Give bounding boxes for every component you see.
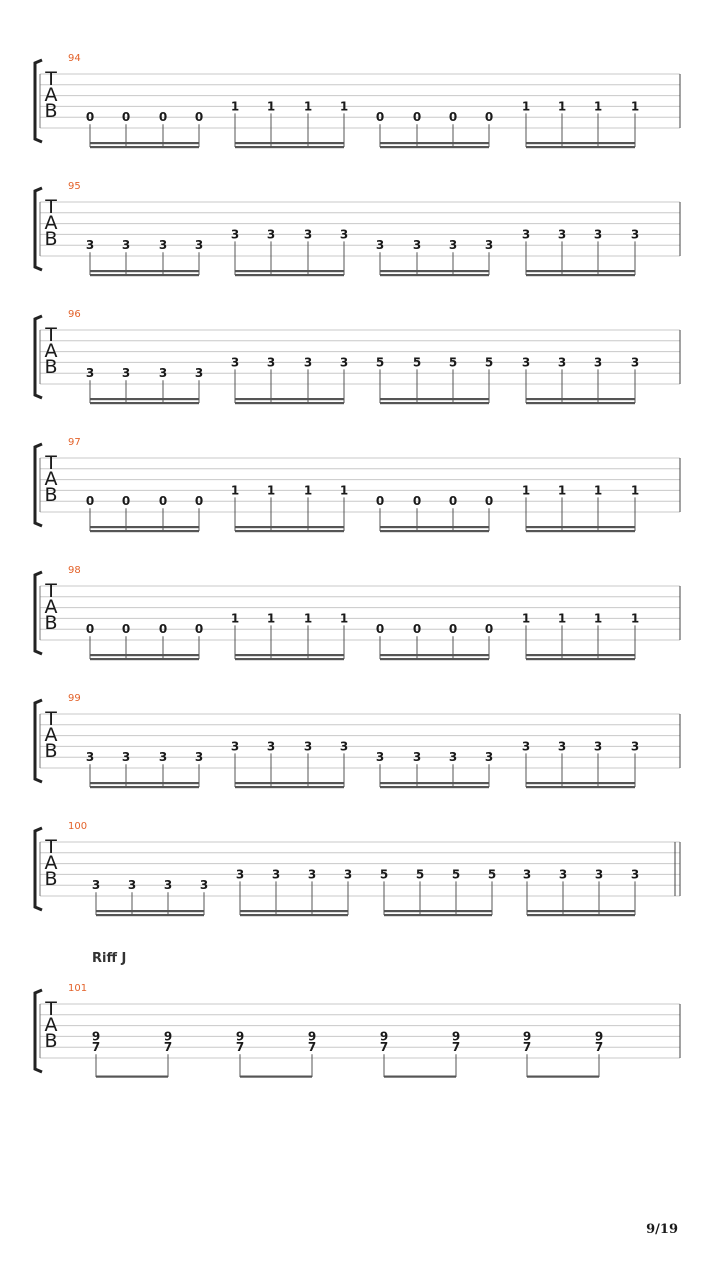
fret-number: 3: [158, 750, 168, 765]
fret-number: 0: [375, 622, 385, 637]
fret-number: 3: [594, 867, 604, 882]
tab-clef-letter: A: [44, 84, 58, 106]
fret-number: 5: [451, 867, 461, 882]
fret-number: 3: [230, 739, 240, 754]
fret-number: 3: [557, 227, 567, 242]
beam: [380, 654, 489, 656]
fret-number: 3: [521, 227, 531, 242]
fret-number: 3: [121, 238, 131, 253]
beam: [240, 914, 348, 916]
fret-number: 7: [522, 1040, 532, 1055]
fret-number: 3: [303, 355, 313, 370]
fret-number: 3: [339, 227, 349, 242]
fret-number: 1: [593, 483, 603, 498]
beam: [384, 1076, 456, 1078]
fret-number: 3: [303, 227, 313, 242]
measure-number: 98: [68, 565, 81, 576]
fret-number: 3: [339, 355, 349, 370]
fret-number: 1: [266, 611, 276, 626]
tab-system-95: [35, 181, 680, 276]
measure-number: 99: [68, 693, 81, 704]
fret-number: 3: [158, 366, 168, 381]
measure-number: 101: [68, 983, 88, 994]
fret-number: 3: [448, 238, 458, 253]
fret-number: 0: [412, 622, 422, 637]
beam: [526, 274, 635, 276]
system-bracket: [35, 444, 42, 526]
beam: [235, 146, 344, 148]
fret-number: 1: [521, 99, 531, 114]
beam: [90, 402, 199, 404]
fret-number: 0: [194, 622, 204, 637]
fret-number: 1: [557, 611, 567, 626]
beam: [90, 786, 199, 788]
beam: [380, 402, 489, 404]
fret-number: 3: [199, 878, 209, 893]
beam: [96, 910, 204, 912]
beam: [90, 530, 199, 532]
beam: [526, 786, 635, 788]
system-bracket: [35, 60, 42, 142]
fret-number: 3: [127, 878, 137, 893]
beam: [90, 526, 199, 528]
tab-system-98: [35, 565, 680, 660]
beam: [380, 658, 489, 660]
beam: [90, 658, 199, 660]
fret-number: 0: [448, 110, 458, 125]
fret-number: 1: [303, 483, 313, 498]
beam: [96, 1076, 168, 1078]
fret-number: 3: [235, 867, 245, 882]
beam: [526, 782, 635, 784]
fret-number: 3: [557, 739, 567, 754]
fret-number: 7: [594, 1040, 604, 1055]
fret-number: 7: [451, 1040, 461, 1055]
fret-number: 9: [307, 1029, 317, 1044]
beam: [526, 530, 635, 532]
beam: [380, 274, 489, 276]
beam: [380, 270, 489, 272]
tab-system-96: [35, 309, 680, 404]
tab-clef-letter: T: [45, 998, 57, 1020]
fret-number: 1: [303, 611, 313, 626]
measure-number: 97: [68, 437, 81, 448]
fret-number: 3: [521, 739, 531, 754]
fret-number: 7: [307, 1040, 317, 1055]
beam: [235, 398, 344, 400]
tab-clef-letter: B: [44, 484, 58, 506]
beam: [96, 914, 204, 916]
tab-clef-letter: A: [44, 340, 58, 362]
beam: [90, 782, 199, 784]
beam: [526, 654, 635, 656]
fret-number: 3: [266, 739, 276, 754]
tab-clef-letter: T: [45, 708, 57, 730]
fret-number: 7: [235, 1040, 245, 1055]
fret-number: 1: [521, 483, 531, 498]
fret-number: 0: [85, 622, 95, 637]
beam: [384, 914, 492, 916]
tab-clef-letter: T: [45, 452, 57, 474]
tab-clef-letter: A: [44, 852, 58, 874]
fret-number: 3: [158, 238, 168, 253]
fret-number: 1: [557, 99, 567, 114]
tab-system-99: [35, 693, 680, 788]
fret-number: 1: [339, 611, 349, 626]
beam: [235, 270, 344, 272]
fret-number: 3: [412, 238, 422, 253]
beam: [380, 786, 489, 788]
fret-number: 1: [593, 611, 603, 626]
fret-number: 3: [194, 366, 204, 381]
tab-clef-letter: A: [44, 1014, 58, 1036]
tab-clef-letter: B: [44, 356, 58, 378]
fret-number: 3: [522, 867, 532, 882]
tab-clef-letter: T: [45, 580, 57, 602]
beam: [240, 910, 348, 912]
fret-number: 3: [194, 238, 204, 253]
fret-number: 1: [230, 99, 240, 114]
fret-number: 5: [448, 355, 458, 370]
tab-clef-letter: B: [44, 228, 58, 250]
fret-number: 3: [230, 355, 240, 370]
fret-number: 3: [85, 238, 95, 253]
fret-number: 0: [194, 110, 204, 125]
fret-number: 9: [522, 1029, 532, 1044]
fret-number: 3: [163, 878, 173, 893]
beam: [527, 914, 635, 916]
fret-number: 3: [630, 867, 640, 882]
fret-number: 0: [375, 494, 385, 509]
beam: [235, 526, 344, 528]
fret-number: 1: [630, 611, 640, 626]
beam: [526, 526, 635, 528]
fret-number: 0: [194, 494, 204, 509]
measure-number: 96: [68, 309, 81, 320]
fret-number: 5: [379, 867, 389, 882]
fret-number: 3: [85, 366, 95, 381]
fret-number: 3: [121, 366, 131, 381]
fret-number: 9: [594, 1029, 604, 1044]
fret-number: 0: [121, 494, 131, 509]
fret-number: 3: [630, 227, 640, 242]
beam: [235, 530, 344, 532]
fret-number: 7: [91, 1040, 101, 1055]
fret-number: 3: [412, 750, 422, 765]
beam: [380, 398, 489, 400]
fret-number: 1: [521, 611, 531, 626]
beam: [90, 142, 199, 144]
fret-number: 3: [343, 867, 353, 882]
fret-number: 3: [339, 739, 349, 754]
fret-number: 5: [487, 867, 497, 882]
beam: [380, 526, 489, 528]
beam: [526, 142, 635, 144]
fret-number: 5: [484, 355, 494, 370]
fret-number: 1: [303, 99, 313, 114]
page-number: 9/19: [646, 1222, 678, 1237]
system-bracket: [35, 316, 42, 398]
fret-number: 1: [339, 99, 349, 114]
fret-number: 3: [558, 867, 568, 882]
fret-number: 3: [484, 750, 494, 765]
beam: [526, 146, 635, 148]
fret-number: 3: [121, 750, 131, 765]
fret-number: 0: [484, 622, 494, 637]
beam: [526, 398, 635, 400]
system-bracket: [35, 700, 42, 782]
fret-number: 0: [158, 110, 168, 125]
fret-number: 3: [307, 867, 317, 882]
beam: [90, 274, 199, 276]
fret-number: 1: [230, 611, 240, 626]
fret-number: 3: [630, 355, 640, 370]
fret-number: 1: [593, 99, 603, 114]
beam: [380, 142, 489, 144]
fret-number: 5: [415, 867, 425, 882]
beam: [526, 658, 635, 660]
fret-number: 9: [91, 1029, 101, 1044]
fret-number: 9: [163, 1029, 173, 1044]
beam: [380, 146, 489, 148]
fret-number: 3: [521, 355, 531, 370]
beam: [90, 654, 199, 656]
tab-clef-letter: B: [44, 868, 58, 890]
fret-number: 1: [630, 483, 640, 498]
tab-system-100: [35, 821, 680, 916]
system-bracket: [35, 990, 42, 1072]
beam: [527, 1076, 599, 1078]
fret-number: 1: [266, 99, 276, 114]
beam: [235, 782, 344, 784]
beam: [527, 910, 635, 912]
fret-number: 1: [339, 483, 349, 498]
fret-number: 0: [448, 494, 458, 509]
fret-number: 3: [557, 355, 567, 370]
fret-number: 0: [448, 622, 458, 637]
beam: [380, 530, 489, 532]
fret-number: 1: [230, 483, 240, 498]
fret-number: 9: [235, 1029, 245, 1044]
fret-number: 1: [266, 483, 276, 498]
beam: [235, 658, 344, 660]
beam: [90, 398, 199, 400]
fret-number: 7: [379, 1040, 389, 1055]
beam: [235, 274, 344, 276]
measure-number: 95: [68, 181, 81, 192]
tab-clef-letter: A: [44, 468, 58, 490]
tab-clef-letter: T: [45, 324, 57, 346]
fret-number: 3: [91, 878, 101, 893]
beam: [235, 786, 344, 788]
fret-number: 0: [85, 494, 95, 509]
tab-clef-letter: B: [44, 612, 58, 634]
tab-clef-letter: T: [45, 68, 57, 90]
tab-clef-letter: B: [44, 100, 58, 122]
beam: [235, 654, 344, 656]
fret-number: 0: [412, 494, 422, 509]
measure-number: 94: [68, 53, 81, 64]
tab-clef-letter: A: [44, 724, 58, 746]
fret-number: 3: [266, 227, 276, 242]
beam: [380, 782, 489, 784]
tab-system-97: [35, 437, 680, 532]
tab-clef-letter: A: [44, 212, 58, 234]
fret-number: 5: [412, 355, 422, 370]
fret-number: 0: [484, 494, 494, 509]
tab-clef-letter: T: [45, 196, 57, 218]
fret-number: 3: [194, 750, 204, 765]
tab-clef-letter: A: [44, 596, 58, 618]
riff-label: Riff J: [92, 951, 127, 966]
fret-number: 3: [230, 227, 240, 242]
fret-number: 0: [121, 622, 131, 637]
fret-number: 0: [158, 494, 168, 509]
fret-number: 0: [484, 110, 494, 125]
beam: [384, 910, 492, 912]
tab-clef-letter: T: [45, 836, 57, 858]
fret-number: 1: [630, 99, 640, 114]
system-bracket: [35, 572, 42, 654]
system-bracket: [35, 828, 42, 910]
tab-system-101: [35, 951, 680, 1078]
beam: [240, 1076, 312, 1078]
fret-number: 9: [379, 1029, 389, 1044]
beam: [90, 146, 199, 148]
fret-number: 3: [266, 355, 276, 370]
beam: [235, 142, 344, 144]
fret-number: 3: [593, 227, 603, 242]
beam: [90, 270, 199, 272]
fret-number: 0: [85, 110, 95, 125]
tab-system-94: [35, 53, 680, 148]
tab-clef-letter: B: [44, 740, 58, 762]
fret-number: 0: [375, 110, 385, 125]
fret-number: 3: [593, 355, 603, 370]
system-bracket: [35, 188, 42, 270]
fret-number: 0: [412, 110, 422, 125]
fret-number: 3: [630, 739, 640, 754]
fret-number: 3: [448, 750, 458, 765]
fret-number: 0: [121, 110, 131, 125]
fret-number: 1: [557, 483, 567, 498]
tab-clef-letter: B: [44, 1030, 58, 1052]
beam: [526, 402, 635, 404]
beam: [526, 270, 635, 272]
fret-number: 9: [451, 1029, 461, 1044]
fret-number: 3: [85, 750, 95, 765]
fret-number: 3: [271, 867, 281, 882]
fret-number: 3: [593, 739, 603, 754]
beam: [235, 402, 344, 404]
measure-number: 100: [68, 821, 88, 832]
fret-number: 3: [484, 238, 494, 253]
fret-number: 3: [375, 750, 385, 765]
fret-number: 7: [163, 1040, 173, 1055]
fret-number: 3: [375, 238, 385, 253]
fret-number: 3: [303, 739, 313, 754]
fret-number: 5: [375, 355, 385, 370]
fret-number: 0: [158, 622, 168, 637]
